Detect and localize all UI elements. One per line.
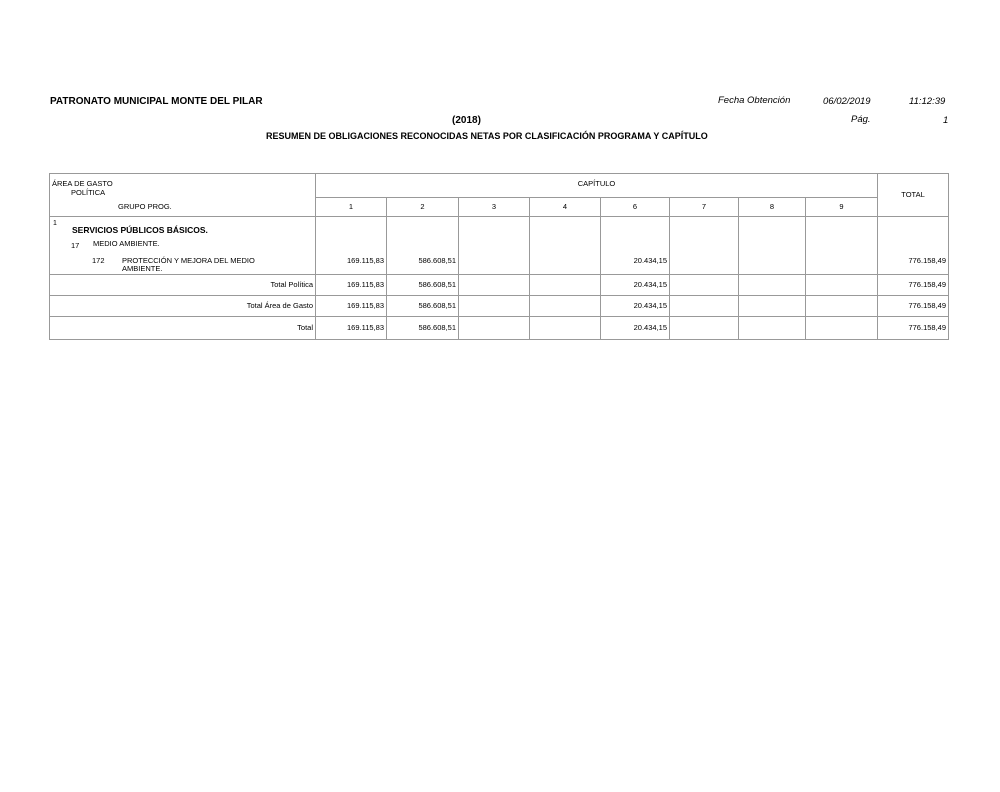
chapter-3-header: 3	[459, 197, 530, 216]
total-area-value-2: 586.608,51	[387, 295, 459, 316]
report-year: (2018)	[452, 115, 481, 126]
fecha-obtencion-value: 06/02/2019	[823, 96, 871, 107]
total-area-value-7	[670, 295, 739, 316]
politica-label: POLÍTICA	[71, 188, 106, 197]
fecha-obtencion-label: Fecha Obtención	[718, 95, 791, 106]
grupo-value-9	[806, 216, 878, 274]
grupo-code: 172	[92, 255, 105, 265]
grupo-prog-label: GRUPO PROG.	[118, 201, 172, 211]
total-politica-value-1: 169.115,83	[316, 274, 387, 295]
politica-name: MEDIO AMBIENTE.	[93, 238, 160, 248]
chapter-1-header: 1	[316, 197, 387, 216]
total-politica-value-total: 776.158,49	[878, 274, 949, 295]
total-politica-value-9	[806, 274, 878, 295]
chapter-6-header: 6	[601, 197, 670, 216]
grupo-value-1: 169.115,83	[316, 216, 387, 274]
total-politica-value-8	[739, 274, 806, 295]
chapter-4-header: 4	[530, 197, 601, 216]
grupo-value-7	[670, 216, 739, 274]
total-area-value-9	[806, 295, 878, 316]
chapter-2-header: 2	[387, 197, 459, 216]
grand-total-value-6: 20.434,15	[601, 316, 670, 339]
total-area-label: Total Área de Gasto	[50, 295, 316, 316]
politica-code: 17	[71, 240, 80, 250]
organization-title: PATRONATO MUNICIPAL MONTE DEL PILAR	[50, 96, 263, 107]
area-name: SERVICIOS PÚBLICOS BÁSICOS.	[72, 224, 208, 235]
grand-total-row	[50, 316, 949, 339]
total-politica-value-3	[459, 274, 530, 295]
grupo-value-2: 586.608,51	[387, 216, 459, 274]
grupo-value-3	[459, 216, 530, 274]
grupo-value-6: 20.434,15	[601, 216, 670, 274]
grand-total-label: Total	[50, 316, 316, 339]
chapter-7-header: 7	[670, 197, 739, 216]
grupo-value-4	[530, 216, 601, 274]
total-politica-value-7	[670, 274, 739, 295]
grupo-name-line2: AMBIENTE.	[122, 263, 163, 273]
grand-total-value-8	[739, 316, 806, 339]
total-area-value-3	[459, 295, 530, 316]
grand-total-value-7	[670, 316, 739, 339]
grand-total-value-4	[530, 316, 601, 339]
total-politica-label: Total Política	[50, 274, 316, 295]
total-area-value-8	[739, 295, 806, 316]
grand-total-value-total: 776.158,49	[878, 316, 949, 339]
total-politica-value-2: 586.608,51	[387, 274, 459, 295]
grand-total-value-2: 586.608,51	[387, 316, 459, 339]
grupo-value-total: 776.158,49	[878, 216, 949, 274]
capitulo-header: CAPÍTULO	[316, 174, 878, 198]
grupo-name-line1: PROTECCIÓN Y MEJORA DEL MEDIO	[122, 255, 255, 265]
total-header: TOTAL	[878, 174, 949, 217]
total-area-value-total: 776.158,49	[878, 295, 949, 316]
total-politica-value-6: 20.434,15	[601, 274, 670, 295]
total-area-value-4	[530, 295, 601, 316]
total-politica-value-4	[530, 274, 601, 295]
total-politica-row	[50, 274, 949, 295]
chapter-header-row	[50, 197, 949, 216]
report-title: RESUMEN DE OBLIGACIONES RECONOCIDAS NETAS POR CLASIFICACIÓN PROGRAMA Y CAPÍTULO	[266, 131, 708, 141]
grupo-value-8	[739, 216, 806, 274]
program-description-cell	[50, 216, 316, 274]
grand-total-value-3	[459, 316, 530, 339]
area-code: 1	[53, 219, 57, 227]
table-row	[50, 216, 949, 274]
area-header-cell	[50, 174, 316, 198]
time-value: 11:12:39	[909, 96, 946, 107]
page-label: Pág.	[851, 114, 871, 125]
grand-total-value-1: 169.115,83	[316, 316, 387, 339]
chapter-8-header: 8	[739, 197, 806, 216]
area-de-gasto-label: ÁREA DE GASTO	[52, 179, 113, 188]
report-table	[49, 173, 949, 340]
chapter-9-header: 9	[806, 197, 878, 216]
total-area-value-6: 20.434,15	[601, 295, 670, 316]
grand-total-value-9	[806, 316, 878, 339]
page-number: 1	[943, 115, 949, 126]
total-area-row	[50, 295, 949, 316]
total-area-value-1: 169.115,83	[316, 295, 387, 316]
